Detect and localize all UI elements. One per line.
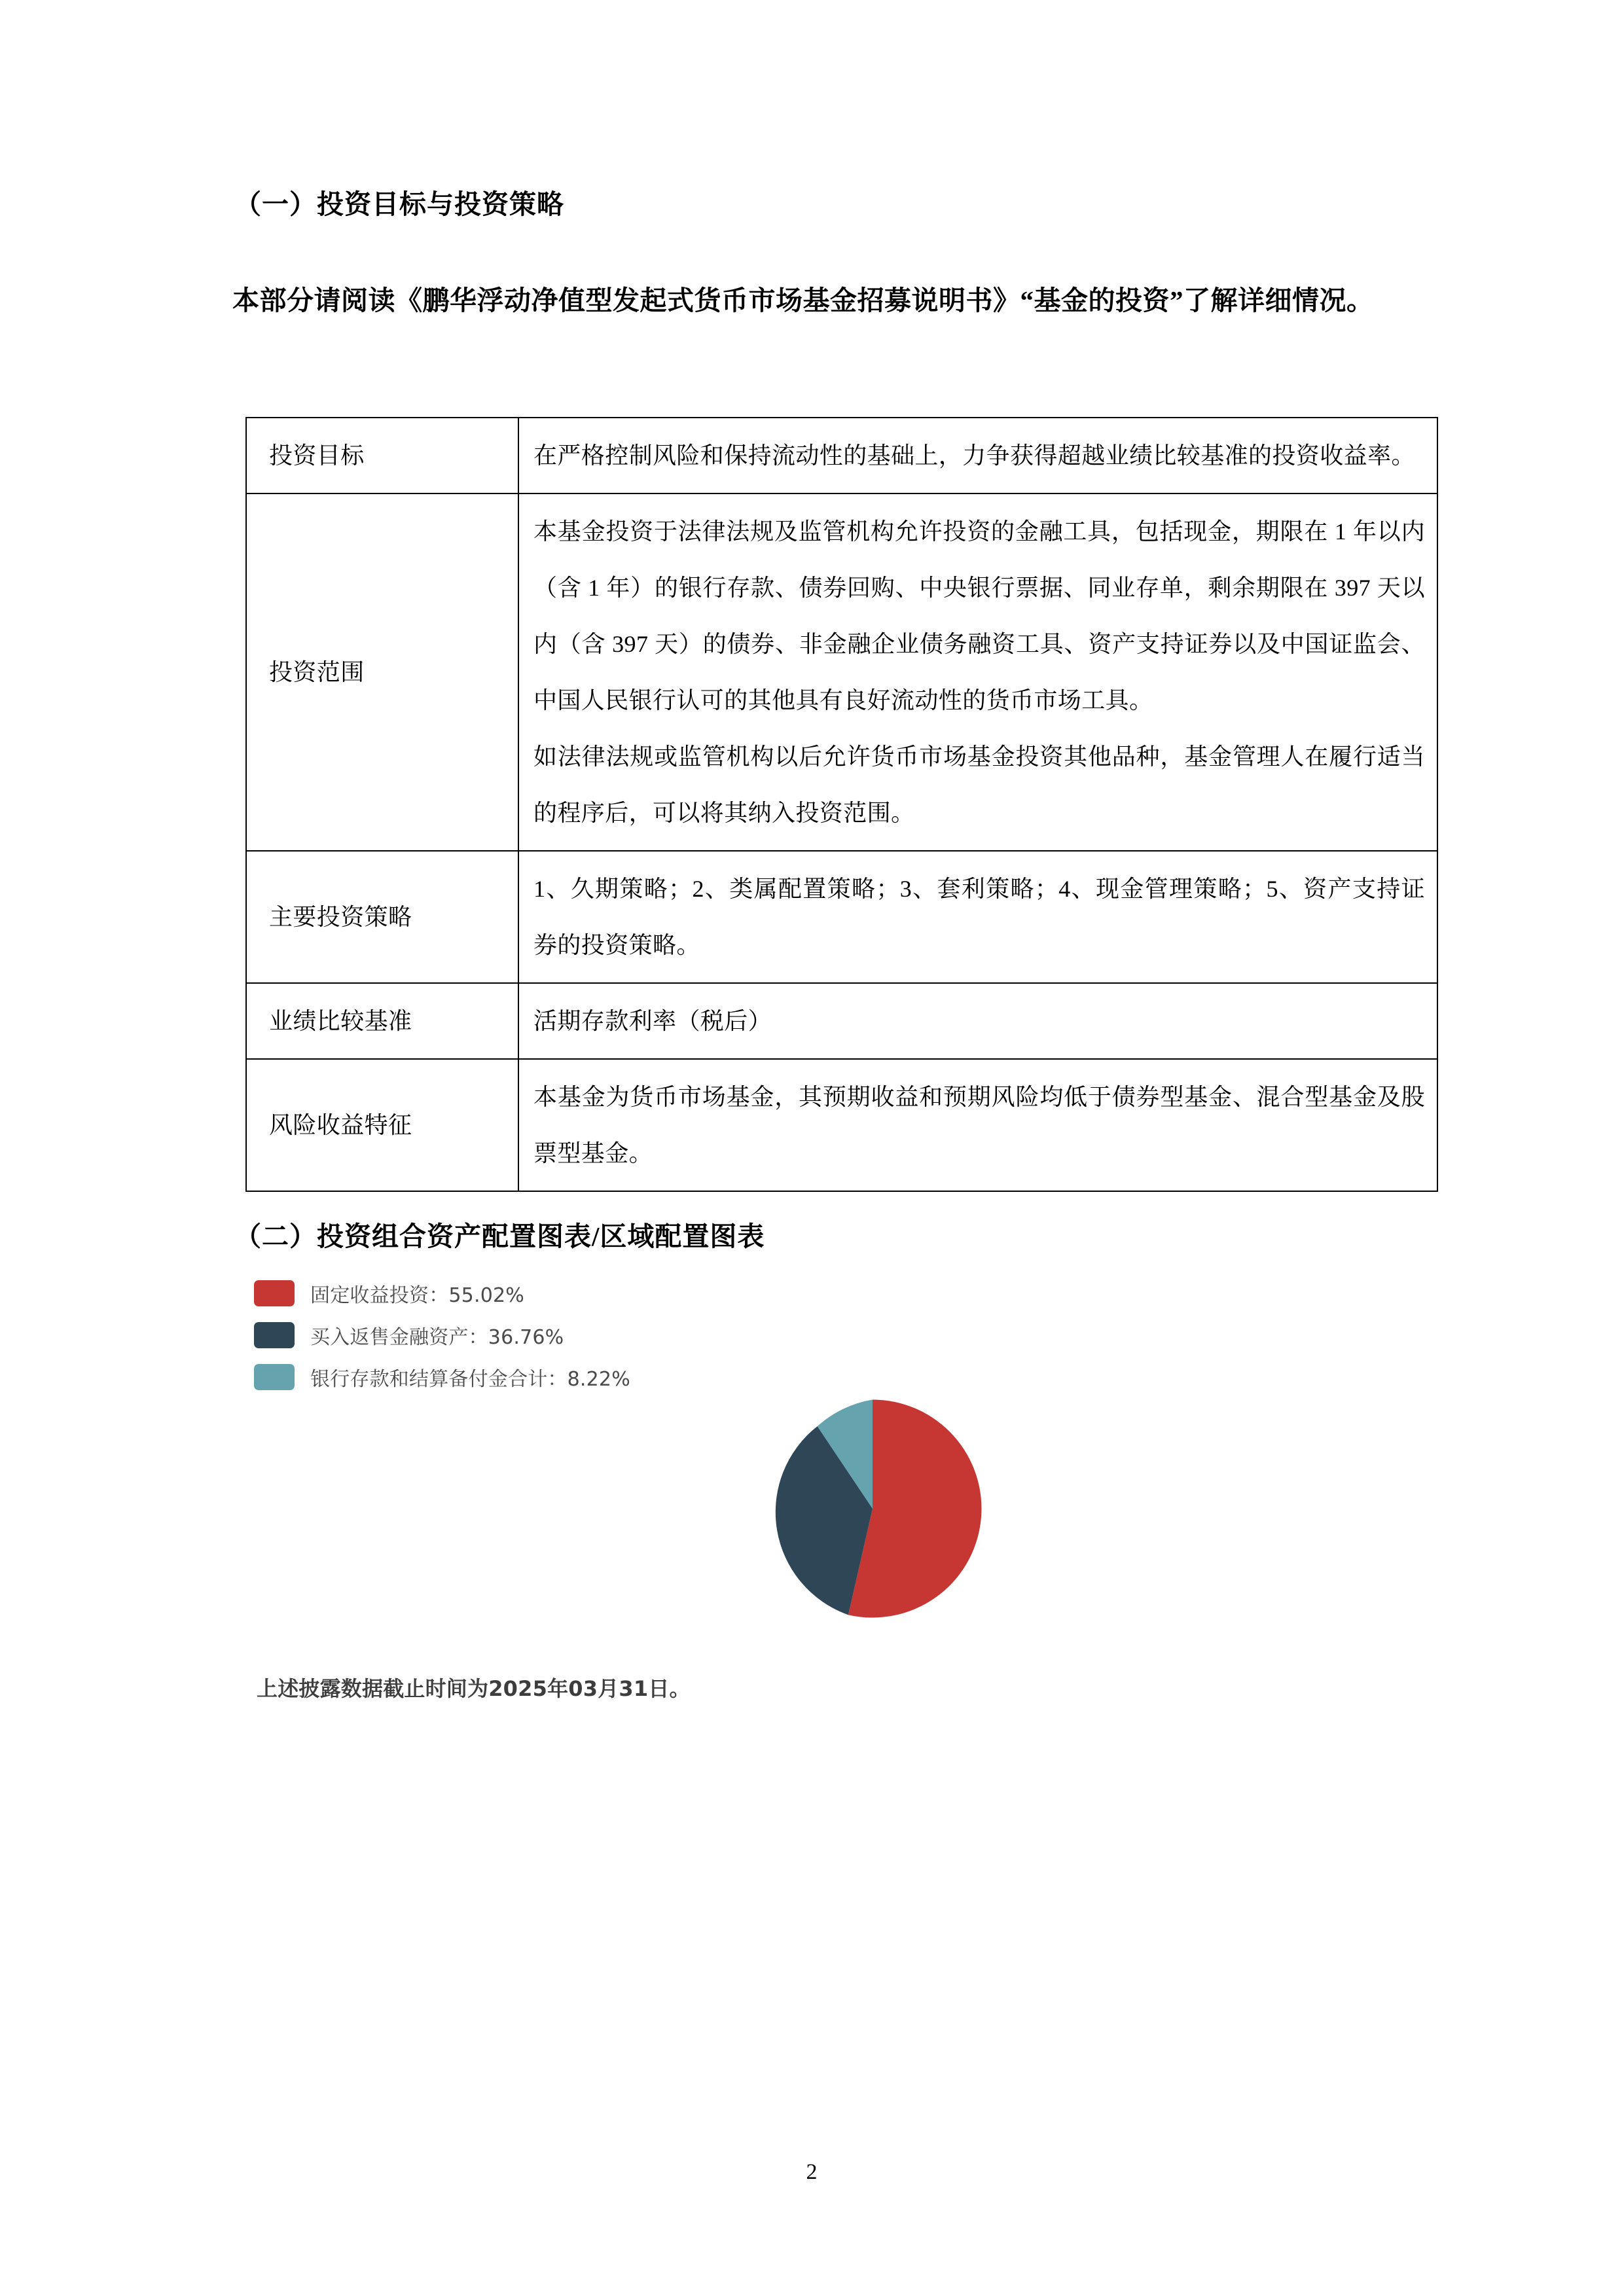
investment-overview-table (245, 417, 1438, 1192)
table-row (246, 493, 1437, 851)
row-value-main-strategies (518, 851, 1437, 983)
legend-item (254, 1314, 630, 1356)
legend-label-bank-deposit: 银行存款和结算备付金合计：8.22% (310, 1368, 630, 1391)
section-one-heading: （一）投资目标与投资策略 (234, 189, 564, 219)
paragraph: 活期存款利率（税后） (533, 1008, 772, 1034)
legend-swatch-bank-deposit (254, 1364, 295, 1390)
legend-label-fixed-income: 固定收益投资：55.02% (310, 1284, 524, 1307)
table-row (246, 1059, 1437, 1191)
asset-allocation-chart (249, 1270, 1100, 1676)
legend-item (254, 1356, 630, 1398)
row-label-main-strategies: 主要投资策略 (246, 851, 518, 983)
row-label-benchmark: 业绩比较基准 (246, 983, 518, 1059)
paragraph: 本基金投资于法律法规及监管机构允许投资的金融工具，包括现金，期限在 1 年以内（含 1 年）的银行存款、债券回购、中央银行票据、同业存单，剩余期限在 397 天以内（含 397 天）的债券、非金融企业债务融资工具、资产支持证券以及中国证监会、中国人民银行认可的其他具有良好流动性的货币市场工具。 (533, 518, 1425, 713)
legend-swatch-reverse-repo (254, 1322, 295, 1348)
paragraph: 本基金为货币市场基金，其预期收益和预期风险均低于债券型基金、混合型基金及股票型基金。 (533, 1084, 1425, 1166)
paragraph: 在严格控制风险和保持流动性的基础上，力争获得超越业绩比较基准的投资收益率。 (533, 442, 1415, 469)
section-two-heading: （二）投资组合资产配置图表/区域配置图表 (234, 1221, 765, 1251)
legend-item (254, 1272, 630, 1314)
row-value-investment-objective (518, 418, 1437, 493)
legend-swatch-fixed-income (254, 1280, 295, 1306)
table-row (246, 851, 1437, 983)
page-number: 2 (806, 2160, 818, 2184)
row-label-risk-return: 风险收益特征 (246, 1059, 518, 1191)
table-body (246, 418, 1437, 1191)
disclosure-cutoff-note: 上述披露数据截止时间为2025年03月31日。 (257, 1676, 691, 1701)
paragraph: 1、久期策略；2、类属配置策略；3、套利策略；4、现金管理策略；5、资产支持证券的投资策略。 (533, 876, 1425, 958)
table-row (246, 983, 1437, 1059)
row-label-investment-scope: 投资范围 (246, 493, 518, 851)
pie-chart-graphic (751, 1388, 994, 1633)
table-row (246, 418, 1437, 493)
pie-svg (751, 1388, 994, 1630)
section-one-intro-paragraph: 本部分请阅读《鹏华浮动净值型发起式货币市场基金招募说明书》“基金的投资”了解详细情况。 (232, 285, 1374, 315)
row-value-investment-scope (518, 493, 1437, 851)
row-label-investment-objective: 投资目标 (246, 418, 518, 493)
paragraph: 如法律法规或监管机构以后允许货币市场基金投资其他品种，基金管理人在履行适当的程序后，可以将其纳入投资范围。 (533, 744, 1425, 826)
row-value-benchmark (518, 983, 1437, 1059)
row-value-risk-return (518, 1059, 1437, 1191)
chart-legend (254, 1272, 630, 1398)
legend-label-reverse-repo: 买入返售金融资产：36.76% (310, 1326, 564, 1349)
